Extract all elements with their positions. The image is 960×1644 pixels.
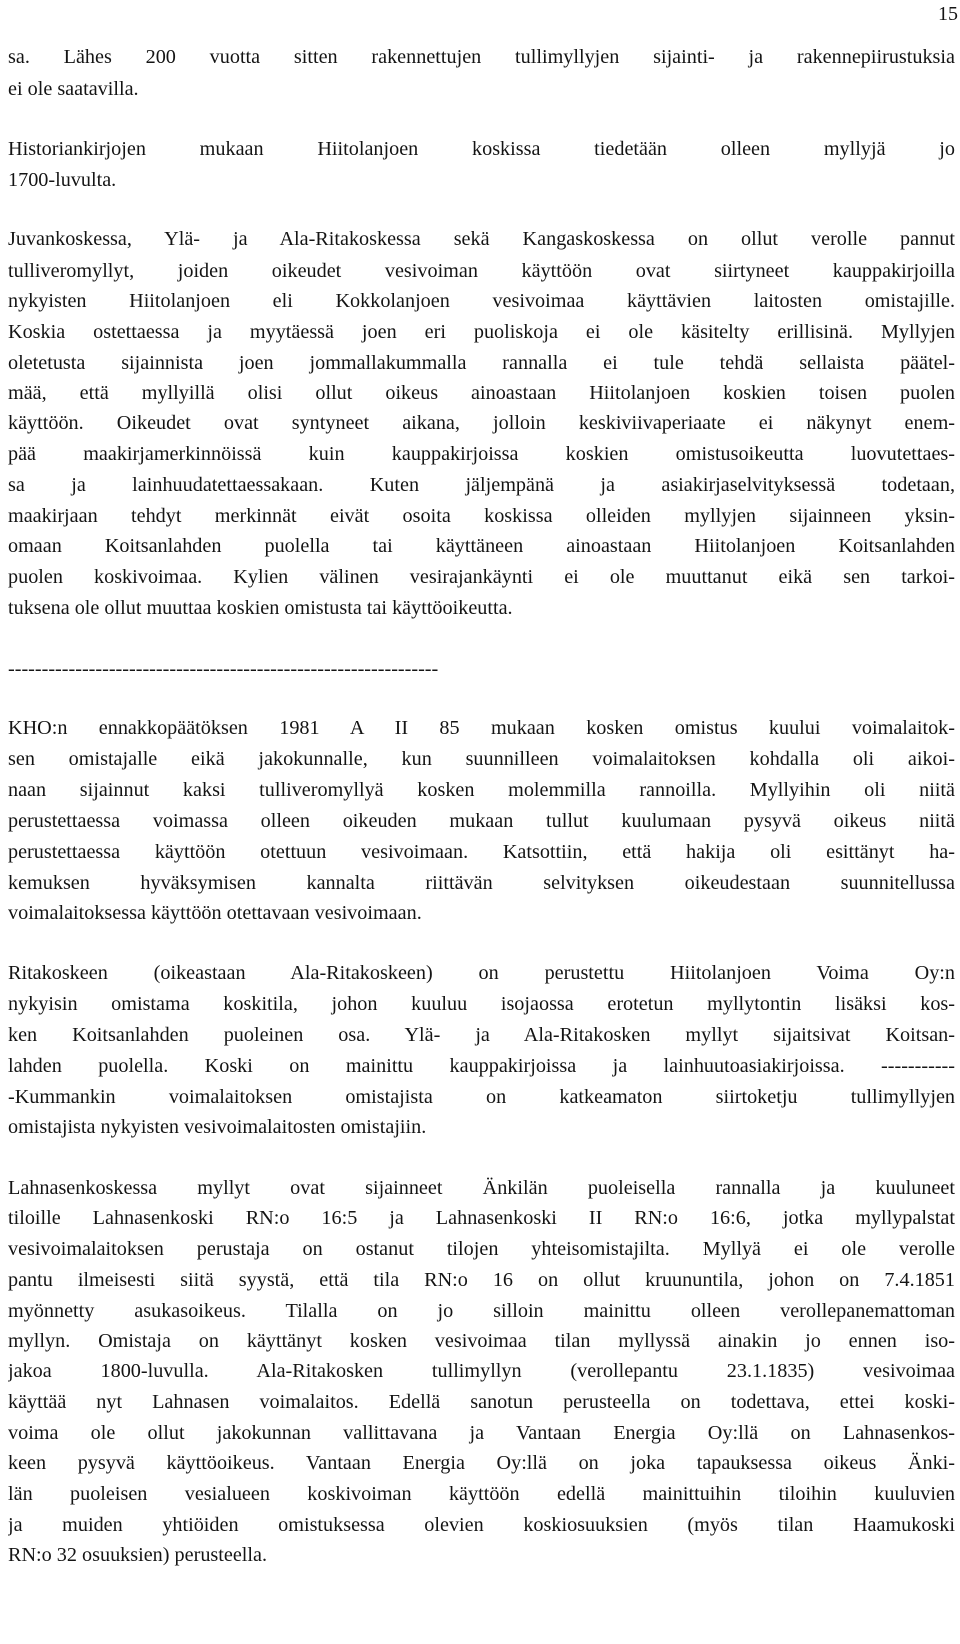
text-line: nykyisten Hiitolanjoen eli Kokkolanjoen vesivoimaa käyttävien laitosten omistajille.	[8, 290, 955, 312]
text-line: Koskia ostettaessa ja myytäessä joen eri puoliskoja ei ole käsitelty erillisinä. Myllyjen	[8, 321, 955, 343]
text-line: Juvankoskessa, Ylä- ja Ala-Ritakoskessa sekä Kangaskoskessa on ollut verolle pannut	[8, 228, 955, 250]
text-line: Historiankirjojen mukaan Hiitolanjoen koskissa tiedetään olleen myllyjä jo	[8, 138, 955, 160]
text-line: myllyn. Omistaja on käyttänyt kosken vesivoimaa tilan myllyssä ainakin jo ennen iso-	[8, 1330, 955, 1352]
text-line: nykyisin omistama koskitila, johon kuuluu isojaossa erotetun myllytontin lisäksi kos-	[8, 993, 955, 1015]
text-line: ei ole saatavilla.	[8, 78, 139, 100]
text-line: kemuksen hyväksymisen kannalta riittävän selvityksen oikeudestaan suunnitellussa	[8, 872, 955, 894]
text-line: voimalaitoksessa käyttöön otettavaan vesivoimaan.	[8, 902, 422, 924]
text-line: myönnetty asukasoikeus. Tilalla on jo silloin mainittu olleen verollepanemattoman	[8, 1300, 955, 1322]
text-line: sen omistajalle eikä jakokunnalle, kun suunnilleen voimalaitoksen kohdalla oli aikoi-	[8, 748, 955, 770]
text-line: -Kummankin voimalaitoksen omistajista on katkeamaton siirtoketju tullimyllyjen	[8, 1086, 955, 1108]
text-line: puolen koskivoimaa. Kylien välinen vesirajankäynti ei ole muuttanut eikä sen tarkoi-	[8, 566, 955, 588]
text-line: ja muiden yhtiöiden omistuksessa olevien koskiosuuksien (myös tilan Haamukoski	[8, 1514, 955, 1536]
text-line: mää, että myllyillä olisi ollut oikeus ainoastaan Hiitolanjoen koskien toisen puolen	[8, 382, 955, 404]
text-line: tulliveromyllyt, joiden oikeudet vesivoiman käyttöön ovat siirtyneet kauppakirjoilla	[8, 260, 955, 282]
text-line: vesivoimalaitoksen perustaja on ostanut tilojen yhteisomistajilta. Myllyä ei ole verolle	[8, 1238, 955, 1260]
text-line: tuksena ole ollut muuttaa koskien omistusta tai käyttöoikeutta.	[8, 597, 513, 619]
text-line: sa. Lähes 200 vuotta sitten rakennettujen tullimyllyjen sijainti- ja rakennepiirustuksia	[8, 46, 955, 68]
text-line: jakoa 1800-luvulla. Ala-Ritakosken tullimyllyn (verollepantu 23.1.1835) vesivoimaa	[8, 1360, 955, 1382]
text-line: käyttöön. Oikeudet ovat syntyneet aikana, jolloin keskiviivaperiaate ei näkynyt enem-	[8, 412, 955, 434]
text-line: Lahnasenkoskessa myllyt ovat sijainneet Änkilän puoleisella rannalla ja kuuluneet	[8, 1177, 955, 1199]
text-line: omistajista nykyisten vesivoimalaitosten omistajiin.	[8, 1116, 427, 1138]
text-line: oletetusta sijainnista joen jommallakummalla rannalla ei tule tehdä sellaista päätel-	[8, 352, 955, 374]
text-line: naan sijainnut kaksi tulliveromyllyä kosken molemmilla rannoilla. Myllyihin oli niitä	[8, 779, 955, 801]
page-number: 15	[938, 3, 958, 25]
text-line: RN:o 32 osuuksien) perusteella.	[8, 1544, 268, 1566]
text-line: omaan Koitsanlahden puolella tai käyttäneen ainoastaan Hiitolanjoen Koitsanlahden	[8, 535, 955, 557]
text-line: perustettaessa käyttöön otettuun vesivoimaan. Katsottiin, että hakija oli esittänyt ha-	[8, 841, 955, 863]
text-line: ken Koitsanlahden puoleinen osa. Ylä- ja Ala-Ritakosken myllyt sijaitsivat Koitsan-	[8, 1024, 955, 1046]
text-line: 1700-luvulta.	[8, 169, 117, 191]
text-line: Ritakoskeen (oikeastaan Ala-Ritakoskeen) on perustettu Hiitolanjoen Voima Oy:n	[8, 962, 955, 984]
text-line: maakirjaan tehdyt merkinnät eivät osoita koskissa olleiden myllyjen sijainneen yksin-	[8, 505, 955, 527]
text-line: voima ole ollut jakokunnan vallittavana ja Vantaan Energia Oy:llä on Lahnasenkos-	[8, 1422, 955, 1444]
text-line: perustettaessa voimassa olleen oikeuden mukaan tullut kuulumaan pysyvä oikeus niitä	[8, 810, 955, 832]
text-line: tiloille Lahnasenkoski RN:o 16:5 ja Lahnasenkoski II RN:o 16:6, jotka myllypalstat	[8, 1207, 955, 1229]
text-line: keen pysyvä käyttöoikeus. Vantaan Energia Oy:llä on joka tapauksessa oikeus Änki-	[8, 1452, 955, 1474]
separator-line: ----------------------------------------------------------------	[8, 658, 439, 680]
text-line: pantu ilmeisesti siitä syystä, että tila RN:o 16 on ollut kruununtila, johon on 7.4.1851	[8, 1269, 955, 1291]
text-line: sa ja lainhuudatettaessakaan. Kuten jäljempänä ja asiakirjaselvityksessä todetaan,	[8, 474, 955, 496]
text-line: län puoleisen vesialueen koskivoiman käyttöön edellä mainittuihin tiloihin kuuluvien	[8, 1483, 955, 1505]
text-line: KHO:n ennakkopäätöksen 1981 A II 85 mukaan kosken omistus kuului voimalaitok-	[8, 717, 955, 739]
text-line: lahden puolella. Koski on mainittu kauppakirjoissa ja lainhuutoasiakirjoissa. -----------	[8, 1055, 955, 1077]
text-line: käyttää nyt Lahnasen voimalaitos. Edellä sanotun perusteella on todettava, ettei koski-	[8, 1391, 955, 1413]
text-line: pää maakirjamerkinnöissä kuin kauppakirjoissa koskien omistusoikeutta luovutettaes-	[8, 443, 955, 465]
